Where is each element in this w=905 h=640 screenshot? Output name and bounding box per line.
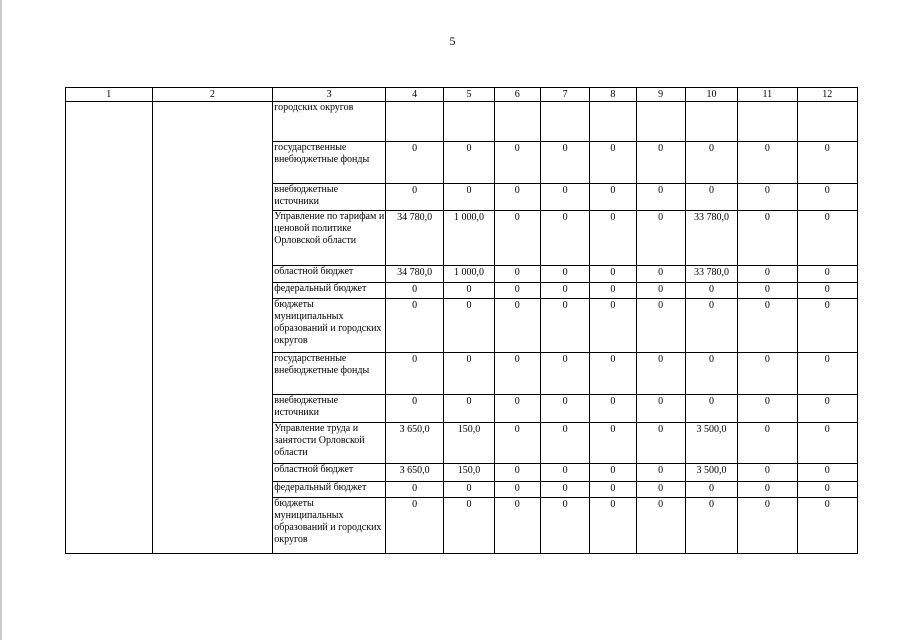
value-cell-col-7: 0 (540, 423, 589, 464)
header-row (66, 88, 858, 102)
value-cell-col-7: 0 (540, 498, 589, 554)
value-cell-col-10: 0 (685, 395, 737, 423)
column-header-9: 9 (636, 88, 685, 102)
value-cell-col-4: 0 (385, 283, 443, 299)
value-cell-col-10: 0 (685, 353, 737, 395)
value-cell-col-12: 0 (797, 299, 858, 353)
value-cell-col-4: 0 (385, 299, 443, 353)
value-cell-col-6: 0 (494, 464, 540, 482)
value-cell-col-4: 0 (385, 353, 443, 395)
value-cell-col-5: 1 000,0 (444, 266, 494, 283)
row-label: внебюджетные источники (273, 184, 386, 211)
row-label: Управление труда и занятости Орловской области (273, 423, 386, 464)
value-cell-col-6: 0 (494, 299, 540, 353)
table-header (66, 88, 858, 102)
row-label: федеральный бюджет (273, 283, 386, 299)
value-cell-col-9: 0 (636, 211, 685, 266)
budget-table (65, 87, 858, 554)
value-cell-col-7: 0 (540, 184, 589, 211)
value-cell-col-8: 0 (590, 353, 636, 395)
value-cell-col-10: 3 500,0 (685, 464, 737, 482)
value-cell-col-8: 0 (590, 142, 636, 184)
value-cell-col-10: 0 (685, 498, 737, 554)
value-cell-col-11: 0 (738, 283, 797, 299)
value-cell-col-7 (540, 102, 589, 142)
value-cell-col-10 (685, 102, 737, 142)
column-header-8: 8 (590, 88, 636, 102)
value-cell-col-12: 0 (797, 142, 858, 184)
value-cell-col-8: 0 (590, 498, 636, 554)
value-cell-col-11: 0 (738, 395, 797, 423)
value-cell-col-8: 0 (590, 299, 636, 353)
value-cell-col-11: 0 (738, 423, 797, 464)
row-label: государственные внебюджетные фонды (273, 142, 386, 184)
column-header-5: 5 (444, 88, 494, 102)
value-cell-col-8: 0 (590, 184, 636, 211)
value-cell-col-11: 0 (738, 498, 797, 554)
value-cell-col-7: 0 (540, 482, 589, 498)
scan-edge-line (0, 0, 2, 640)
value-cell-col-6 (494, 102, 540, 142)
value-cell-col-10: 0 (685, 482, 737, 498)
value-cell-col-10: 0 (685, 142, 737, 184)
value-cell-col-4: 3 650,0 (385, 423, 443, 464)
value-cell-col-12: 0 (797, 395, 858, 423)
value-cell-col-11: 0 (738, 142, 797, 184)
value-cell-col-5: 0 (444, 142, 494, 184)
row-label: бюджеты муниципальных образований и городских округов (273, 498, 386, 554)
column-header-3: 3 (273, 88, 386, 102)
row-label: областной бюджет (273, 464, 386, 482)
value-cell-col-10: 33 780,0 (685, 266, 737, 283)
value-cell-col-4: 0 (385, 142, 443, 184)
table-row (66, 102, 858, 142)
value-cell-col-8: 0 (590, 266, 636, 283)
value-cell-col-8: 0 (590, 464, 636, 482)
column-header-12: 12 (797, 88, 858, 102)
value-cell-col-5: 0 (444, 482, 494, 498)
value-cell-col-9: 0 (636, 482, 685, 498)
value-cell-col-5 (444, 102, 494, 142)
value-cell-col-7: 0 (540, 464, 589, 482)
value-cell-col-10: 0 (685, 299, 737, 353)
value-cell-col-4: 0 (385, 482, 443, 498)
value-cell-col-4: 0 (385, 498, 443, 554)
column-header-4: 4 (385, 88, 443, 102)
value-cell-col-4: 34 780,0 (385, 266, 443, 283)
value-cell-col-12: 0 (797, 266, 858, 283)
value-cell-col-10: 33 780,0 (685, 211, 737, 266)
value-cell-col-12: 0 (797, 423, 858, 464)
value-cell-col-9: 0 (636, 423, 685, 464)
value-cell-col-11: 0 (738, 211, 797, 266)
table-body (66, 102, 858, 554)
value-cell-col-5: 0 (444, 184, 494, 211)
value-cell-col-8: 0 (590, 395, 636, 423)
value-cell-col-9: 0 (636, 266, 685, 283)
value-cell-col-8: 0 (590, 423, 636, 464)
value-cell-col-5: 0 (444, 395, 494, 423)
value-cell-col-6: 0 (494, 211, 540, 266)
value-cell-col-9: 0 (636, 353, 685, 395)
value-cell-col-9 (636, 102, 685, 142)
value-cell-col-6: 0 (494, 142, 540, 184)
column-header-11: 11 (738, 88, 797, 102)
row-label: Управление по тарифам и ценовой политике Орловской области (273, 211, 386, 266)
value-cell-col-6: 0 (494, 482, 540, 498)
row-label: областной бюджет (273, 266, 386, 283)
col-2-merged-cell (152, 102, 273, 554)
column-header-10: 10 (685, 88, 737, 102)
col-1-merged-cell (66, 102, 153, 554)
value-cell-col-5: 150,0 (444, 423, 494, 464)
value-cell-col-7: 0 (540, 353, 589, 395)
value-cell-col-5: 0 (444, 299, 494, 353)
value-cell-col-9: 0 (636, 299, 685, 353)
value-cell-col-12: 0 (797, 353, 858, 395)
column-header-7: 7 (540, 88, 589, 102)
value-cell-col-10: 0 (685, 184, 737, 211)
value-cell-col-6: 0 (494, 184, 540, 211)
value-cell-col-8: 0 (590, 482, 636, 498)
value-cell-col-12 (797, 102, 858, 142)
value-cell-col-11 (738, 102, 797, 142)
value-cell-col-8 (590, 102, 636, 142)
value-cell-col-7: 0 (540, 299, 589, 353)
value-cell-col-12: 0 (797, 283, 858, 299)
value-cell-col-5: 1 000,0 (444, 211, 494, 266)
value-cell-col-7: 0 (540, 395, 589, 423)
value-cell-col-4: 3 650,0 (385, 464, 443, 482)
value-cell-col-7: 0 (540, 266, 589, 283)
value-cell-col-6: 0 (494, 423, 540, 464)
value-cell-col-9: 0 (636, 395, 685, 423)
value-cell-col-9: 0 (636, 283, 685, 299)
value-cell-col-7: 0 (540, 211, 589, 266)
value-cell-col-11: 0 (738, 266, 797, 283)
value-cell-col-9: 0 (636, 498, 685, 554)
value-cell-col-12: 0 (797, 184, 858, 211)
page-number: 5 (449, 34, 456, 48)
value-cell-col-6: 0 (494, 283, 540, 299)
value-cell-col-5: 150,0 (444, 464, 494, 482)
column-header-2: 2 (152, 88, 273, 102)
row-label: государственные внебюджетные фонды (273, 353, 386, 395)
value-cell-col-11: 0 (738, 299, 797, 353)
column-header-1: 1 (66, 88, 153, 102)
value-cell-col-10: 3 500,0 (685, 423, 737, 464)
value-cell-col-7: 0 (540, 142, 589, 184)
value-cell-col-11: 0 (738, 353, 797, 395)
row-label: городских округов (273, 102, 386, 142)
value-cell-col-11: 0 (738, 482, 797, 498)
value-cell-col-12: 0 (797, 211, 858, 266)
value-cell-col-9: 0 (636, 184, 685, 211)
column-header-6: 6 (494, 88, 540, 102)
value-cell-col-11: 0 (738, 184, 797, 211)
value-cell-col-12: 0 (797, 464, 858, 482)
value-cell-col-6: 0 (494, 395, 540, 423)
value-cell-col-4: 0 (385, 395, 443, 423)
value-cell-col-6: 0 (494, 353, 540, 395)
row-label: бюджеты муниципальных образований и городских округов (273, 299, 386, 353)
value-cell-col-11: 0 (738, 464, 797, 482)
row-label: федеральный бюджет (273, 482, 386, 498)
value-cell-col-8: 0 (590, 283, 636, 299)
value-cell-col-9: 0 (636, 142, 685, 184)
value-cell-col-8: 0 (590, 211, 636, 266)
value-cell-col-10: 0 (685, 283, 737, 299)
value-cell-col-7: 0 (540, 283, 589, 299)
value-cell-col-5: 0 (444, 283, 494, 299)
row-label: внебюджетные источники (273, 395, 386, 423)
value-cell-col-4: 34 780,0 (385, 211, 443, 266)
value-cell-col-4: 0 (385, 184, 443, 211)
value-cell-col-9: 0 (636, 464, 685, 482)
value-cell-col-6: 0 (494, 498, 540, 554)
value-cell-col-12: 0 (797, 482, 858, 498)
value-cell-col-6: 0 (494, 266, 540, 283)
value-cell-col-5: 0 (444, 353, 494, 395)
value-cell-col-4 (385, 102, 443, 142)
value-cell-col-5: 0 (444, 498, 494, 554)
value-cell-col-12: 0 (797, 498, 858, 554)
